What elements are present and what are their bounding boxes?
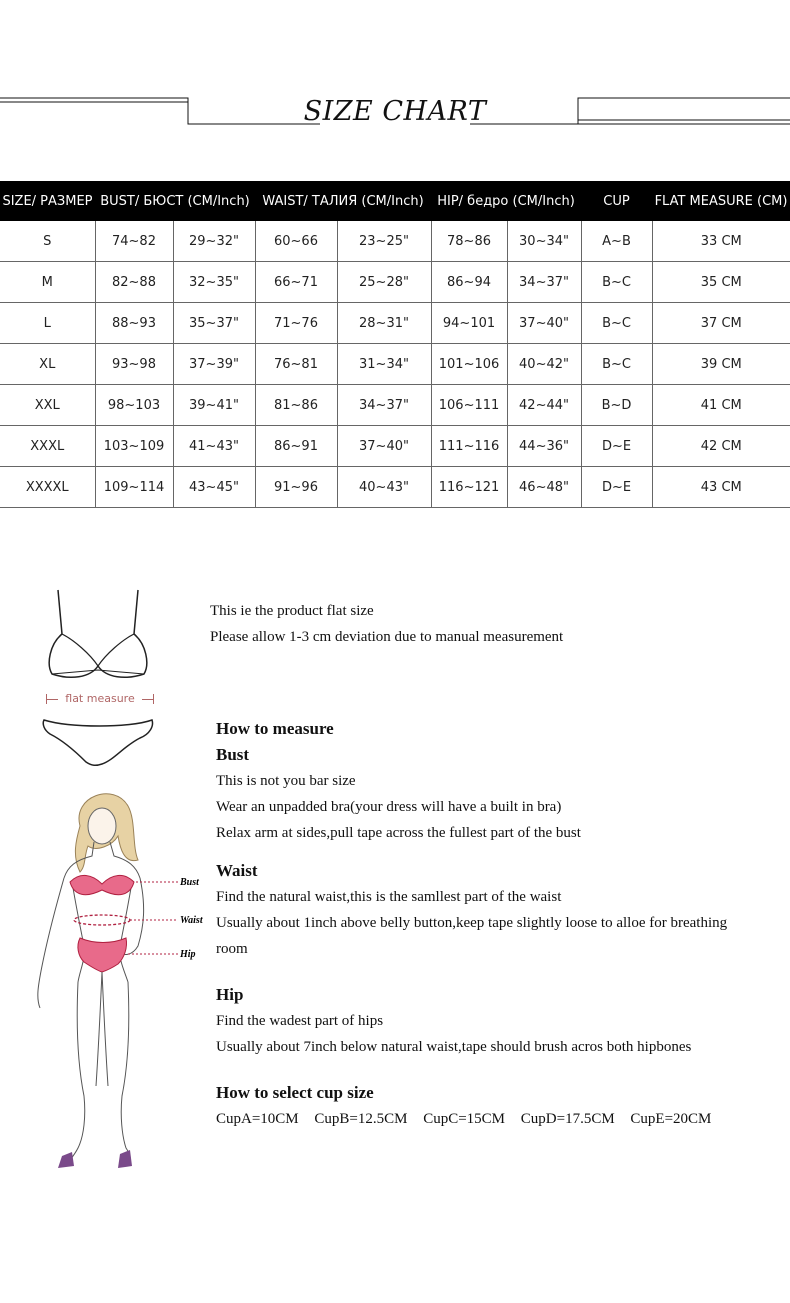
table-cell: 74~82 <box>95 221 173 262</box>
table-cell: 82~88 <box>95 262 173 303</box>
hip-line: Find the wadest part of hips <box>216 1013 384 1029</box>
table-cell: 78~86 <box>431 221 507 262</box>
table-cell: XXL <box>0 385 95 426</box>
table-cell: 103~109 <box>95 426 173 467</box>
flat-size-note <box>210 598 770 650</box>
table-cell: 94~101 <box>431 303 507 344</box>
table-cell: 41~43" <box>173 426 255 467</box>
table-cell: 29~32" <box>173 221 255 262</box>
table-cell: 42 CM <box>652 426 790 467</box>
table-row <box>0 385 790 426</box>
table-cell: 106~111 <box>431 385 507 426</box>
bust-heading: Bust <box>216 745 250 764</box>
table-cell: 91~96 <box>255 467 337 508</box>
table-cell: XL <box>0 344 95 385</box>
cup-size-item: CupB=12.5CM <box>314 1111 408 1127</box>
figure-label-bust: Bust <box>180 877 199 888</box>
header-hip: HIP/ бедро (CM/Inch) <box>431 181 581 221</box>
table-cell: 34~37" <box>507 262 581 303</box>
table-cell: 28~31" <box>337 303 431 344</box>
header-waist: WAIST/ ТАЛИЯ (CM/Inch) <box>255 181 431 221</box>
table-cell: A~B <box>581 221 652 262</box>
table-cell: 39~41" <box>173 385 255 426</box>
table-cell: 93~98 <box>95 344 173 385</box>
table-cell: 33 CM <box>652 221 790 262</box>
table-cell: 35 CM <box>652 262 790 303</box>
table-cell: 86~94 <box>431 262 507 303</box>
how-to-measure-title: How to measure <box>216 719 334 738</box>
table-cell: 111~116 <box>431 426 507 467</box>
body-measure-illustration <box>28 786 218 1171</box>
table-cell: B~D <box>581 385 652 426</box>
table-cell: 35~37" <box>173 303 255 344</box>
table-cell: 86~91 <box>255 426 337 467</box>
bra-top-illustration <box>40 584 160 684</box>
table-cell: 25~28" <box>337 262 431 303</box>
table-cell: D~E <box>581 426 652 467</box>
size-table <box>0 181 790 508</box>
table-cell: B~C <box>581 344 652 385</box>
table-cell: 98~103 <box>95 385 173 426</box>
table-row <box>0 221 790 262</box>
table-cell: 40~43" <box>337 467 431 508</box>
table-cell: 66~71 <box>255 262 337 303</box>
bust-line: This is not you bar size <box>216 773 356 789</box>
bikini-bottom-illustration <box>40 712 160 768</box>
header-size: SIZE/ РАЗМЕР <box>0 181 95 221</box>
cup-size-list <box>216 1106 776 1132</box>
page-title: SIZE CHART <box>303 96 487 127</box>
table-header-row <box>0 181 790 221</box>
table-cell: 43~45" <box>173 467 255 508</box>
table-cell: 30~34" <box>507 221 581 262</box>
table-cell: 34~37" <box>337 385 431 426</box>
table-row <box>0 467 790 508</box>
table-cell: 37~39" <box>173 344 255 385</box>
table-cell: 101~106 <box>431 344 507 385</box>
table-cell: 42~44" <box>507 385 581 426</box>
table-cell: 37~40" <box>337 426 431 467</box>
table-cell: 71~76 <box>255 303 337 344</box>
waist-heading: Waist <box>216 861 258 880</box>
header-cup: CUP <box>581 181 652 221</box>
table-cell: 60~66 <box>255 221 337 262</box>
cup-size-item: CupA=10CM <box>216 1111 299 1127</box>
figure-label-waist: Waist <box>180 915 203 926</box>
table-cell: 44~36" <box>507 426 581 467</box>
table-cell: 76~81 <box>255 344 337 385</box>
cup-size-item: CupE=20CM <box>630 1111 712 1127</box>
table-cell: 43 CM <box>652 467 790 508</box>
table-cell: L <box>0 303 95 344</box>
table-cell: 23~25" <box>337 221 431 262</box>
table-cell: S <box>0 221 95 262</box>
table-cell: XXXXL <box>0 467 95 508</box>
table-cell: 116~121 <box>431 467 507 508</box>
table-cell: D~E <box>581 467 652 508</box>
cup-size-title: How to select cup size <box>216 1083 374 1102</box>
table-cell: 109~114 <box>95 467 173 508</box>
table-cell: 39 CM <box>652 344 790 385</box>
flat-note-line-1: This ie the product flat size <box>210 603 374 619</box>
hip-line: Usually about 7inch below natural waist,tape should brush acros both hipbones <box>216 1039 692 1055</box>
table-cell: B~C <box>581 303 652 344</box>
table-row <box>0 303 790 344</box>
waist-line: Find the natural waist,this is the samllest part of the waist <box>216 889 562 905</box>
waist-line: Usually about 1inch above belly button,keep tape slightly loose to alloe for breathing room <box>216 915 728 957</box>
header-bust: BUST/ БЮСТ (CM/Inch) <box>95 181 255 221</box>
header-flat-measure: FLAT MEASURE (CM) <box>652 181 790 221</box>
table-cell: 88~93 <box>95 303 173 344</box>
table-row <box>0 262 790 303</box>
table-row <box>0 426 790 467</box>
table-row <box>0 344 790 385</box>
table-cell: 31~34" <box>337 344 431 385</box>
cup-size-item: CupC=15CM <box>423 1111 506 1127</box>
table-cell: M <box>0 262 95 303</box>
bust-line: Relax arm at sides,pull tape across the fullest part of the bust <box>216 825 581 841</box>
cup-size-item: CupD=17.5CM <box>520 1111 615 1127</box>
table-cell: XXXL <box>0 426 95 467</box>
table-cell: 81~86 <box>255 385 337 426</box>
table-cell: 37 CM <box>652 303 790 344</box>
how-to-measure-section <box>216 716 776 1132</box>
table-cell: 41 CM <box>652 385 790 426</box>
hip-heading: Hip <box>216 985 244 1004</box>
table-cell: 40~42" <box>507 344 581 385</box>
figure-label-hip: Hip <box>180 949 196 960</box>
bust-line: Wear an unpadded bra(your dress will have a built in bra) <box>216 799 562 815</box>
table-cell: 46~48" <box>507 467 581 508</box>
flat-measure-label: flat measure <box>46 690 154 708</box>
title-banner <box>0 90 790 140</box>
table-cell: 32~35" <box>173 262 255 303</box>
table-cell: 37~40" <box>507 303 581 344</box>
flat-note-line-2: Please allow 1-3 cm deviation due to manual measurement <box>210 629 564 645</box>
table-cell: B~C <box>581 262 652 303</box>
